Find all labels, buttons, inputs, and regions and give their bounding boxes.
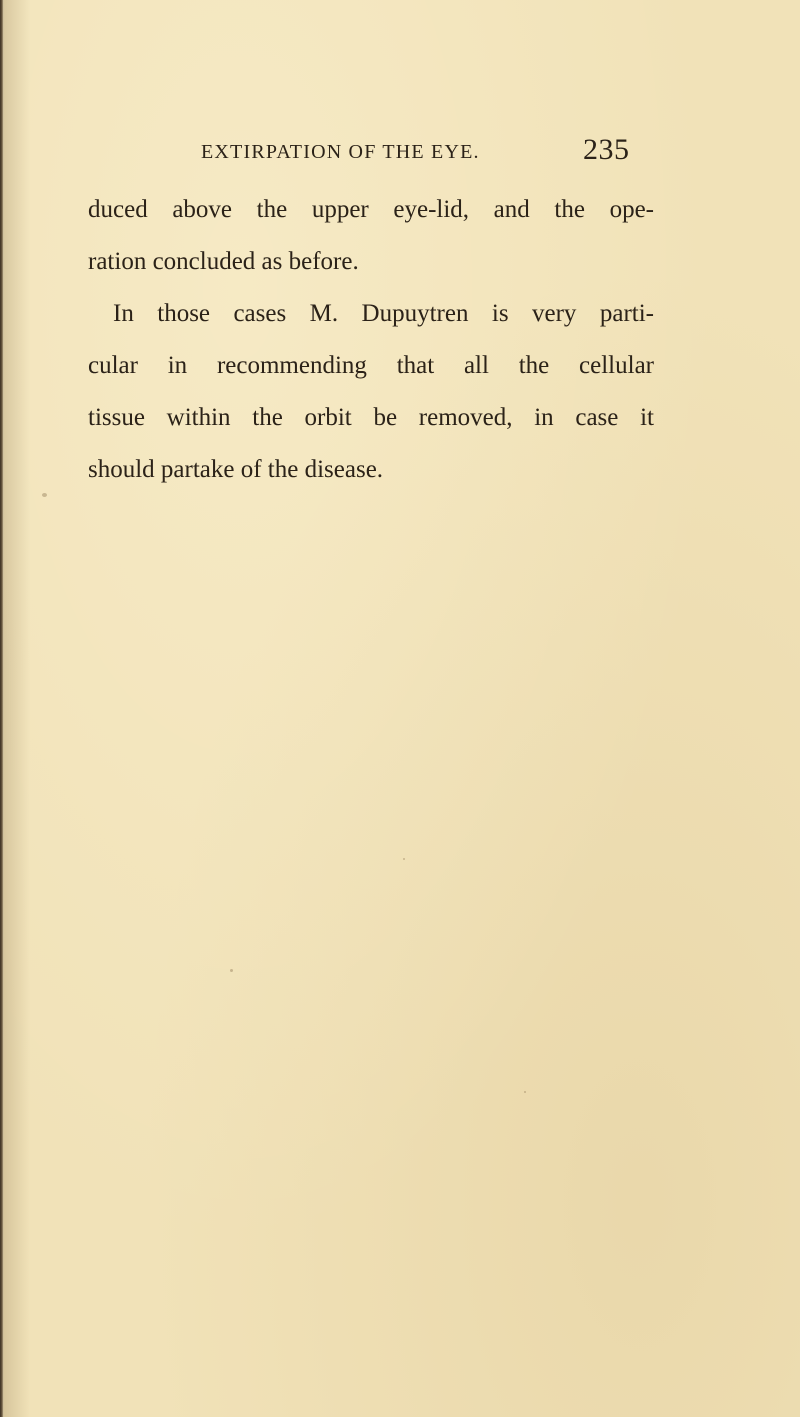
running-title: EXTIRPATION OF THE EYE. (201, 141, 480, 163)
page-number: 235 (583, 133, 630, 166)
text-line: should partake of the disease. (88, 456, 384, 483)
text-line: duced above the upper eye-lid, and the ope- (88, 196, 654, 223)
running-head (0, 133, 800, 173)
text-line: In those cases M. Dupuytren is very parti- (113, 300, 654, 327)
text-line: cular in recommending that all the cellular (88, 352, 654, 379)
text-line: ration concluded as before. (88, 248, 359, 275)
paper-speck (230, 969, 233, 972)
body-text (88, 184, 654, 496)
binding-shadow (4, 0, 30, 1417)
paper-speck (524, 1091, 526, 1093)
text-line: tissue within the orbit be removed, in case it (88, 404, 654, 431)
paper-speck (42, 493, 47, 497)
paper-speck (403, 858, 405, 860)
